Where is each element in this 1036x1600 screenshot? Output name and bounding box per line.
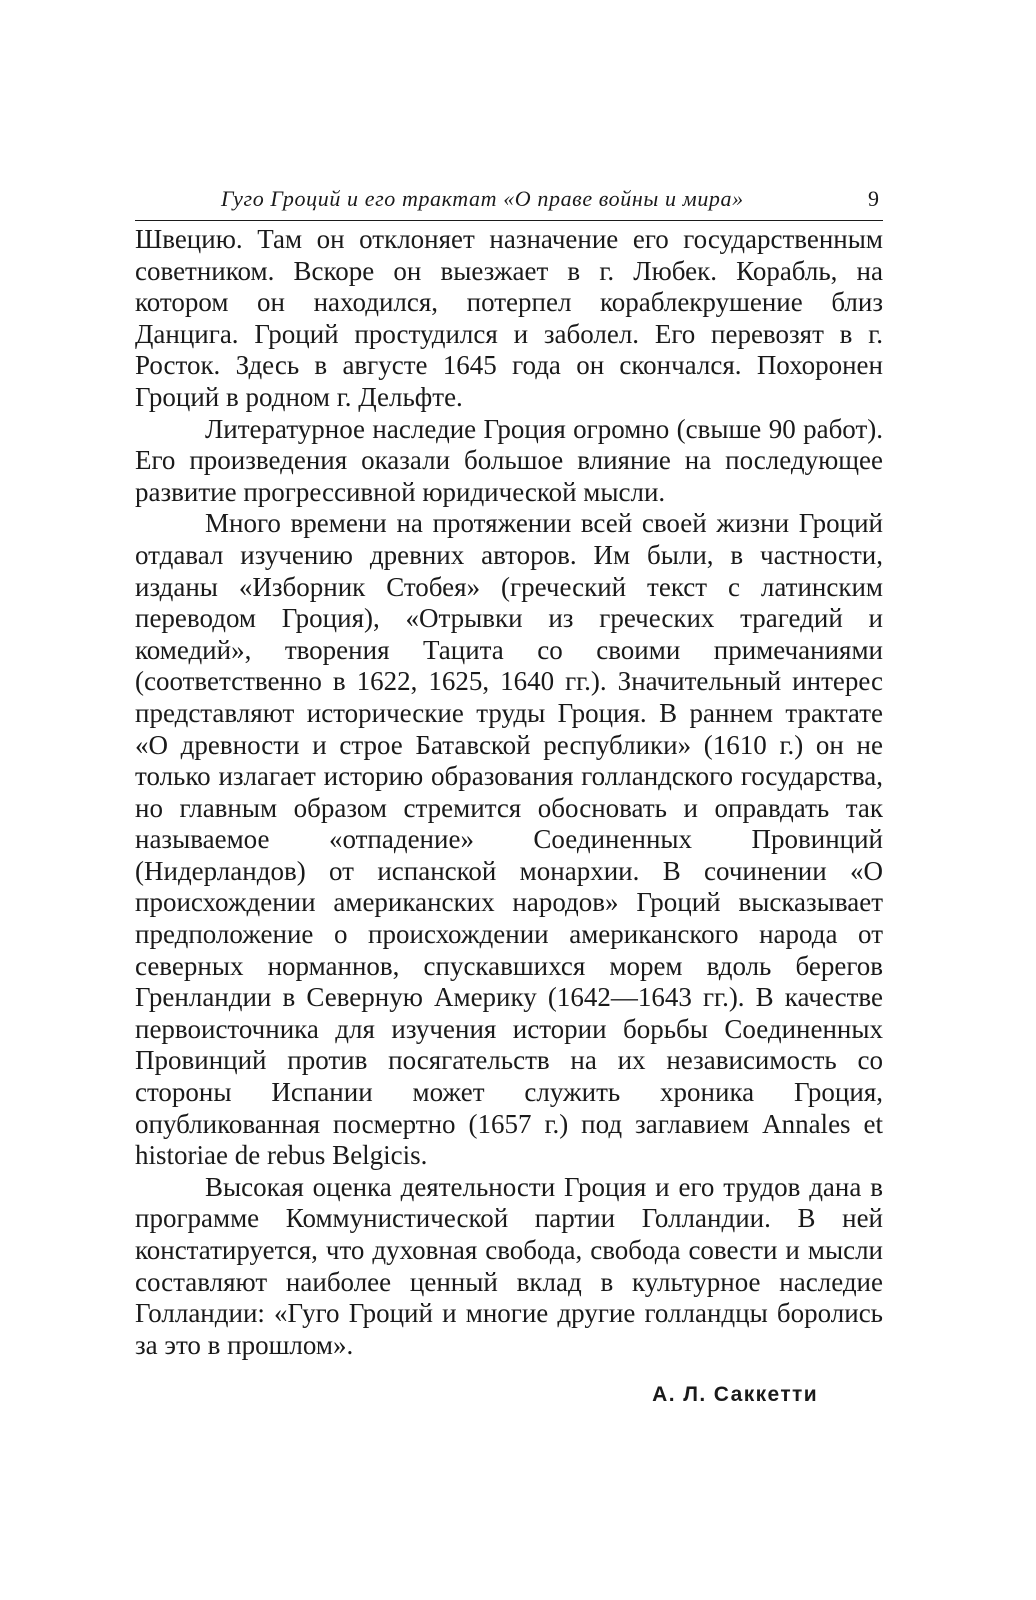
paragraph-continuation: Швецию. Там он отклоняет назначение его государственным советником. Вскоре он выезжает в г. Любек. Корабль, на котором он находился, потерпел кораблекрушение близ Данцига. Гроций простудился и заболел. Его перевозят в г. Росток. Здесь в августе 1645 года он скончался. Похоронен Гроций в родном г. Дельфте. — [135, 224, 883, 412]
paragraph-historical-works: Много времени на протяжении всей своей жизни Гроций отдавал изучению древних авторов. Им были, в частности, изданы «Изборник Стобея» (греческий текст с латинским переводом Гроция), «Отрывки из греческих трагедий и комедий», творения Тацита со своими примечаниями (соответственно в 1622, 1625, 1640 гг.). Значительный интерес представляют исторические труды Гроция. В раннем трактате «О древности и строе Батавской республики» (1610 г.) он не только излагает историю образования голландского государства, но главным образом стремится обосновать и оправдать так называемое «отпадение» Соединенных Провинций (Нидерландов) от испанской монархии. В сочинении «О происхождении американских народов» Гроций высказывает предположение о происхождении американского народа от северных норманнов, спускавшихся морем вдоль берегов Гренландии в Северную Америку (1642—1643 гг.). В качестве первоисточника для изучения истории борьбы Соединенных Провинций против посягательств на их независимость со стороны Испании может служить хроника Гроция, опубликованная посмертно (1657 г.) под заглавием Annales et historiae de rebus Belgicis. — [135, 508, 883, 1171]
page-number: 9 — [868, 186, 879, 211]
paragraph-literary-legacy: Литературное наследие Гроция огромно (свыше 90 работ). Его произведения оказали большое влияние на последующее развитие прогрессивной юридической мысли. — [135, 413, 883, 507]
paragraph-assessment: Высокая оценка деятельности Гроция и его трудов дана в программе Коммунистической партии Голландии. В ней констатируется, что духовная свобода, свобода совести и мысли составляют наиболее ценный вклад в культурное наследие Голландии: «Гуго Гроций и многие другие голландцы боролись за это в прошлом». — [135, 1171, 883, 1360]
running-title: Гуго Гроций и его трактат «О праве войны и мира» — [221, 186, 744, 211]
body-text — [135, 224, 883, 1361]
author-signature: А. Л. Саккетти — [652, 1383, 818, 1406]
running-head — [135, 186, 883, 221]
